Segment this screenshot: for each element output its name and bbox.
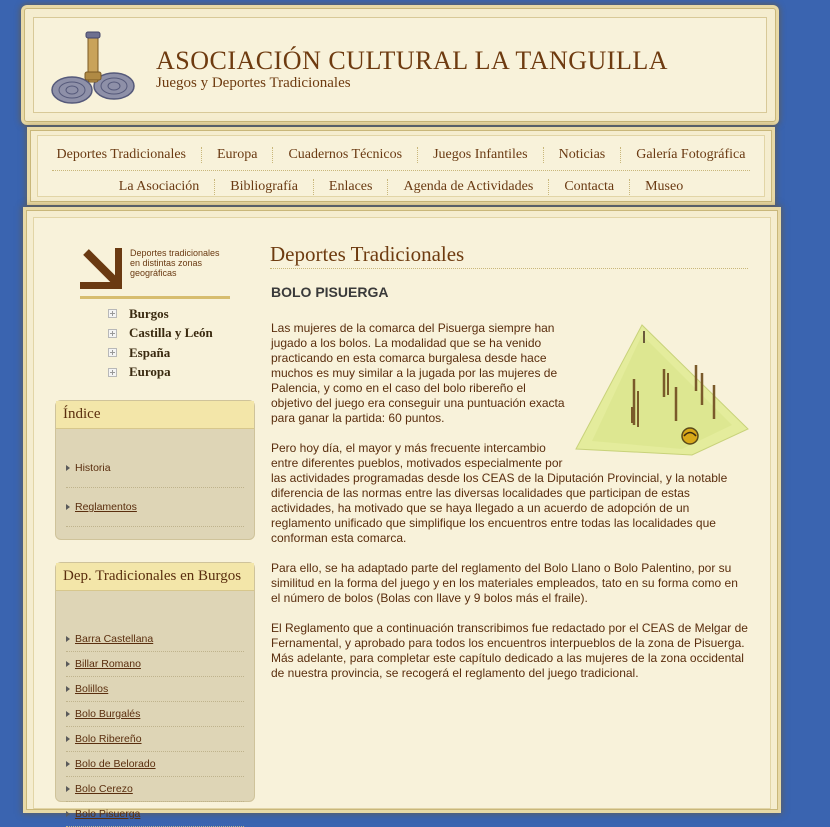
site-subtitle: Juegos y Deportes Tradicionales <box>156 75 351 91</box>
indice-link-reglamentos[interactable]: Reglamentos <box>66 488 244 527</box>
zone-label: Castilla y León <box>129 325 213 341</box>
nav-la-asociacion[interactable]: La Asociación <box>118 179 200 194</box>
expand-plus-icon[interactable] <box>108 368 117 377</box>
list-item[interactable]: Bolo Ribereño <box>66 727 244 752</box>
zone-europa[interactable] <box>108 363 213 383</box>
main-navigation <box>30 130 772 202</box>
burgos-sports-box <box>55 562 255 820</box>
zone-castilla-y-leon[interactable] <box>108 324 213 344</box>
section-title: BOLO PISUERGA <box>271 284 389 300</box>
zone-label: Europa <box>129 364 171 380</box>
nav-cuadernos-tecnicos[interactable]: Cuadernos Técnicos <box>272 147 417 163</box>
nav-juegos-infantiles[interactable]: Juegos Infantiles <box>417 147 542 163</box>
zone-label: España <box>129 344 171 360</box>
nav-europa[interactable]: Europa <box>201 147 272 163</box>
expand-plus-icon[interactable] <box>108 329 117 338</box>
nav-panel <box>37 135 765 197</box>
list-item[interactable]: Barra Castellana <box>66 627 244 652</box>
nav-deportes-tradicionales[interactable]: Deportes Tradicionales <box>56 147 186 162</box>
zones-divider <box>80 296 230 299</box>
zone-burgos[interactable] <box>108 304 213 324</box>
nav-museo[interactable]: Museo <box>629 179 698 195</box>
site-title: ASOCIACIÓN CULTURAL LA TANGUILLA <box>156 46 669 75</box>
nav-noticias[interactable]: Noticias <box>543 147 621 163</box>
zones-list <box>108 304 213 382</box>
nav-galeria-fotografica[interactable]: Galería Fotográfica <box>620 147 760 163</box>
burgos-sports-title: Dep. Tradicionales en Burgos <box>56 563 254 591</box>
expand-plus-icon[interactable] <box>108 348 117 357</box>
article-body <box>271 321 749 696</box>
indice-link-historia[interactable]: Historia <box>66 449 244 488</box>
list-item[interactable]: Bolo Burgalés <box>66 702 244 727</box>
bolo-pisuerga-illustration <box>572 321 752 459</box>
article-paragraph: Pero hoy día, el mayor y más frecuente intercambio entre diferentes pueblos, motivados especialmente por las actividades programadas desde los CEAS de la Diputación Provincial, y la notable diferencia de las normas entre las diversas localidades que participan de estas actividades, ha motivado que se haya llegado a un acuerdo de adopción de un reglamento unificado que simplifique los encuentros entre todas las localidades que conforman esta comarca. <box>271 441 728 545</box>
indice-list <box>56 429 254 566</box>
list-item[interactable]: Billar Romano <box>66 652 244 677</box>
zones-caption: Deportes tradicionales en distintas zonas geográficas <box>130 248 220 278</box>
nav-row-secondary <box>38 174 764 200</box>
burgos-sports-list <box>56 591 254 827</box>
expand-plus-icon[interactable] <box>108 309 117 318</box>
indice-box <box>55 400 255 540</box>
nav-row-primary <box>38 142 764 168</box>
arrow-down-right-icon <box>80 246 124 290</box>
article-paragraph: Las mujeres de la comarca del Pisuerga siempre han jugado a los bolos. La modalidad que se ha venido practicando en esta comarca burgalesa desde hace muchos es muy similar a la jugada por las mujeres de Palencia, y como en el caso del bolo ribereño el objetivo del juego era conseguir una puntuación exacta para ganar la partida: 60 puntos. <box>271 321 565 425</box>
page-title: Deportes Tradicionales <box>270 242 748 269</box>
indice-title: Índice <box>56 401 254 429</box>
list-item[interactable]: Bolillos <box>66 677 244 702</box>
list-item[interactable]: Bolo Cerezo <box>66 777 244 802</box>
nav-enlaces[interactable]: Enlaces <box>313 179 388 195</box>
article-paragraph: Para ello, se ha adaptado parte del reglamento del Bolo Llano o Bolo Palentino, por su similitud en la forma del juego y en los materiales empleados, tato en su forma como en el número de bolos (Bolas con llave y 9 bolos más el fraile). <box>271 561 738 605</box>
zone-espana[interactable] <box>108 343 213 363</box>
list-item[interactable]: Bolo de Belorado <box>66 752 244 777</box>
nav-bibliografia[interactable]: Bibliografía <box>214 179 313 195</box>
article-paragraph: El Reglamento que a continuación transcribimos fue redactado por el CEAS de Melgar de Fernamental, y aprobado para todos los encuentros interpueblos de la zona de Pisuerga. Más adelante, para completar este capítulo dedicado a las mujeres de la zona occidental de nuestra provincia, se recogerá el reglamento del juego tradicional. <box>271 621 748 680</box>
site-header <box>24 8 776 122</box>
tanguilla-logo-icon[interactable] <box>48 28 140 110</box>
header-panel <box>33 17 767 113</box>
zone-label: Burgos <box>129 305 169 321</box>
list-item[interactable]: Bolo Pisuerga <box>66 802 244 827</box>
nav-contacta[interactable]: Contacta <box>548 179 629 195</box>
nav-divider <box>52 170 750 171</box>
nav-agenda-actividades[interactable]: Agenda de Actividades <box>387 179 548 195</box>
